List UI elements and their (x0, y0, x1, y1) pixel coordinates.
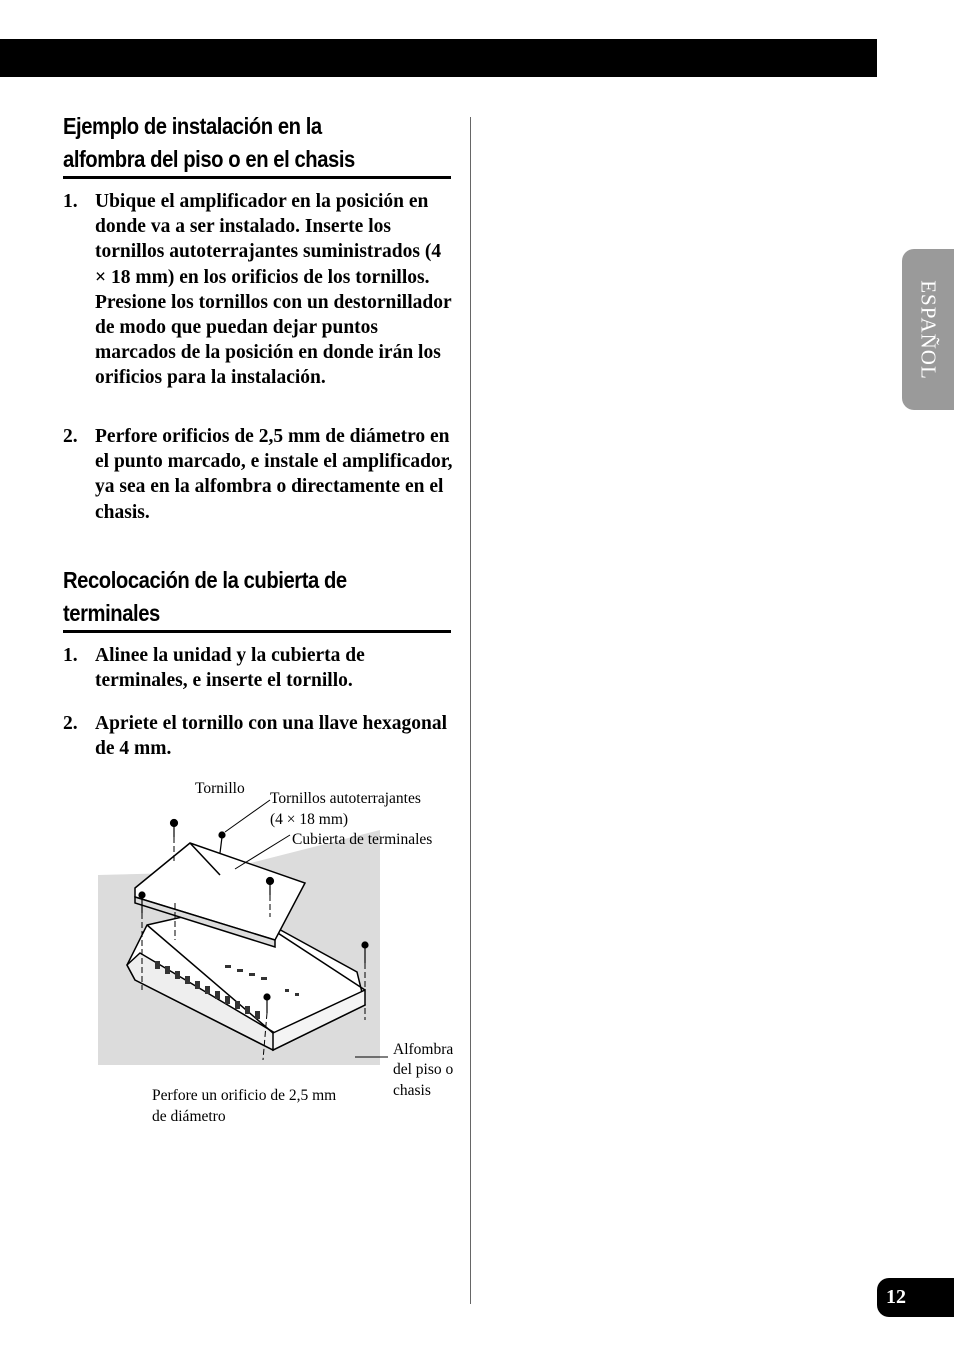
heading-rule (63, 630, 451, 633)
section-heading-installation: Ejemplo de instalación en la alfombra del piso o en el chasis (63, 113, 355, 172)
label-drill-2: de diámetro (152, 1108, 226, 1125)
page-number: 12 (877, 1278, 954, 1317)
section-heading-terminal-cover: Recolocación de la cubierta de terminales (63, 567, 347, 626)
label-terminal-cover: Cubierta de terminales (292, 831, 433, 848)
column-divider (470, 117, 471, 1304)
header-bar (0, 39, 877, 77)
label-selftapping-screws: Tornillos autoterrajantes (270, 790, 421, 807)
step-item: 1. Ubique el amplificador en la posición en donde va a ser instalado. Inserte los tornillos autoterrajantes suministrados (4 × 18 mm) en los orificios de los tornillos. Presione los tornillos con un destornillador de modo que puedan dejar puntos marcados de la posición en donde irán los orificios para la instalación. (63, 191, 452, 389)
step-item: 2. Perfore orificios de 2,5 mm de diámetro en el punto marcado, e instale el amplificador, ya sea en la alfombra o directamente en el chasis. (63, 426, 453, 523)
heading-rule (63, 176, 451, 179)
language-tab-label: ESPAÑOL (916, 279, 941, 380)
label-floor-3: chasis (393, 1082, 431, 1099)
label-selftapping-size: (4 × 18 mm) (270, 811, 349, 828)
label-screw: Tornillo (195, 780, 245, 797)
step-item: 1. Alinee la unidad y la cubierta de terminales, e inserte el tornillo. (63, 645, 365, 692)
label-drill-1: Perfore un orificio de 2,5 mm (152, 1087, 337, 1104)
label-floor-2: del piso o (393, 1061, 454, 1078)
label-floor-1: Alfombra (393, 1041, 454, 1058)
language-tab (902, 249, 954, 410)
step-item: 2. Apriete el tornillo con una llave hexagonal de 4 mm. (63, 713, 448, 760)
